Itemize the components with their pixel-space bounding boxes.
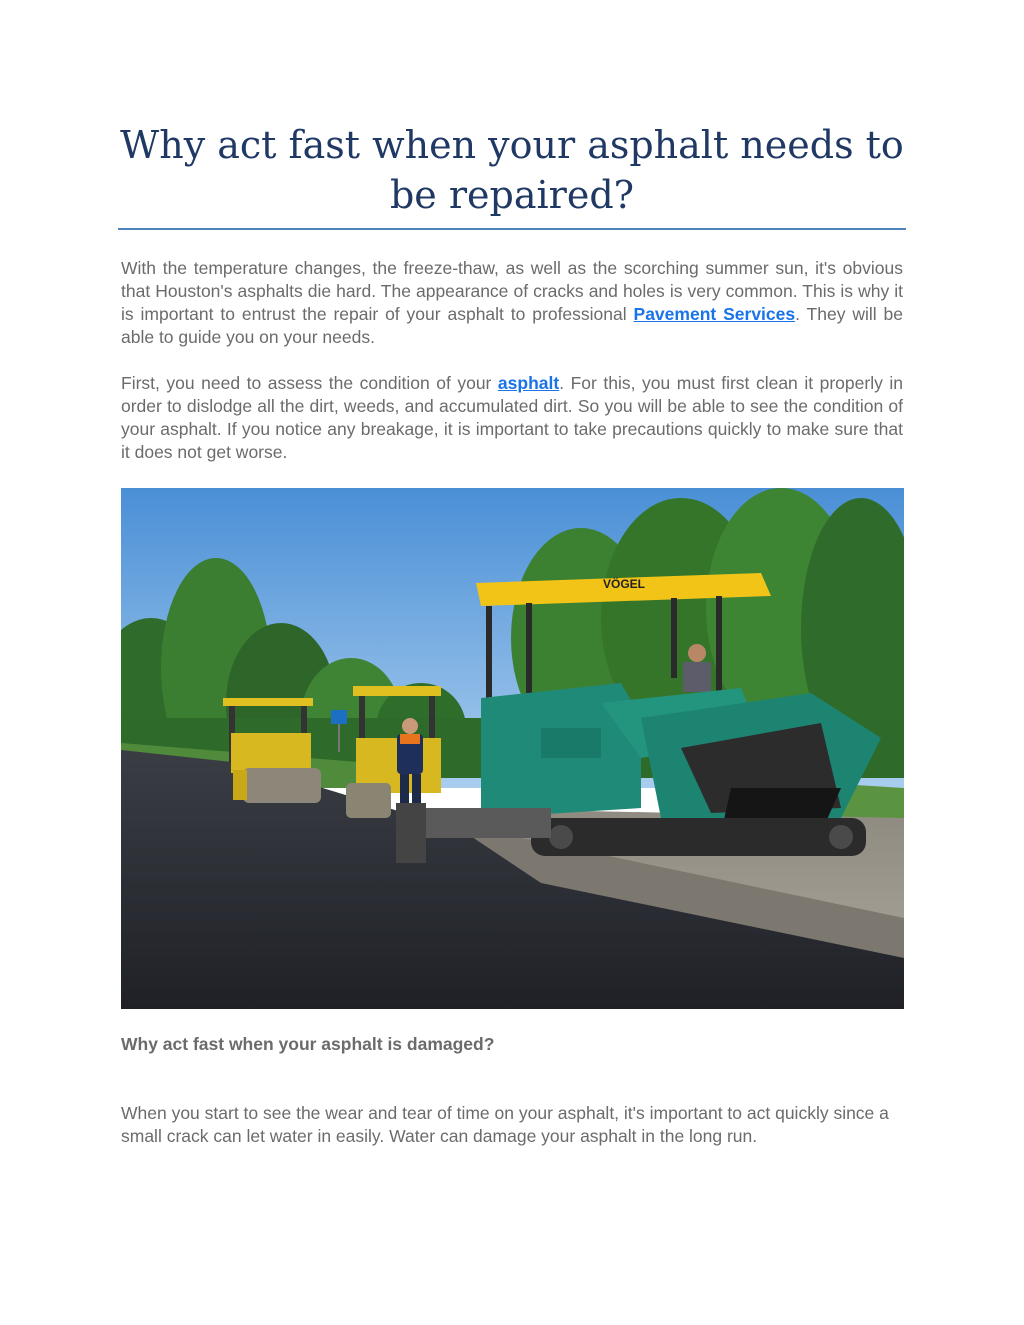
asphalt-paving-photo [121, 488, 904, 1009]
cab-brand-text: VÖGEL [603, 577, 646, 591]
assess-paragraph [121, 372, 903, 464]
pavement-services-link[interactable]: Pavement Services [633, 304, 796, 324]
intro-text-end: . They will be able to guide you on your needs. [121, 304, 903, 347]
paver-screed [411, 808, 551, 838]
title-divider [118, 228, 906, 230]
assess-text-end: . For this, you must first clean it properly in order to dislodge all the dirt, weeds, and accumulated dirt. So you will be able to see the condition of your asphalt. If you notice any breakage, it is important to take precautions quickly to make sure that it does not get worse. [121, 373, 903, 462]
paver-tracks [531, 818, 866, 856]
intro-text: With the temperature changes, the freeze-thaw, as well as the scorching summer sun, it's obvious that Houston's asphalts die hard. The appearance of cracks and holes is very common. This is why it is important to entrust the repair of your asphalt to professional [121, 258, 903, 324]
asphalt-link[interactable]: asphalt [497, 373, 560, 393]
closing-paragraph: When you start to see the wear and tear of time on your asphalt, it's important to act quickly since a small crack can let water in easily. Water can damage your asphalt in the long run. [121, 1103, 889, 1146]
page-title: Why act fast when your asphalt needs to be repaired? [120, 123, 904, 217]
assess-text: First, you need to assess the condition of your [121, 373, 498, 393]
intro-paragraph [121, 257, 903, 349]
section-subheading: Why act fast when your asphalt is damaged? [121, 1034, 495, 1054]
paving-scene [121, 488, 904, 1009]
